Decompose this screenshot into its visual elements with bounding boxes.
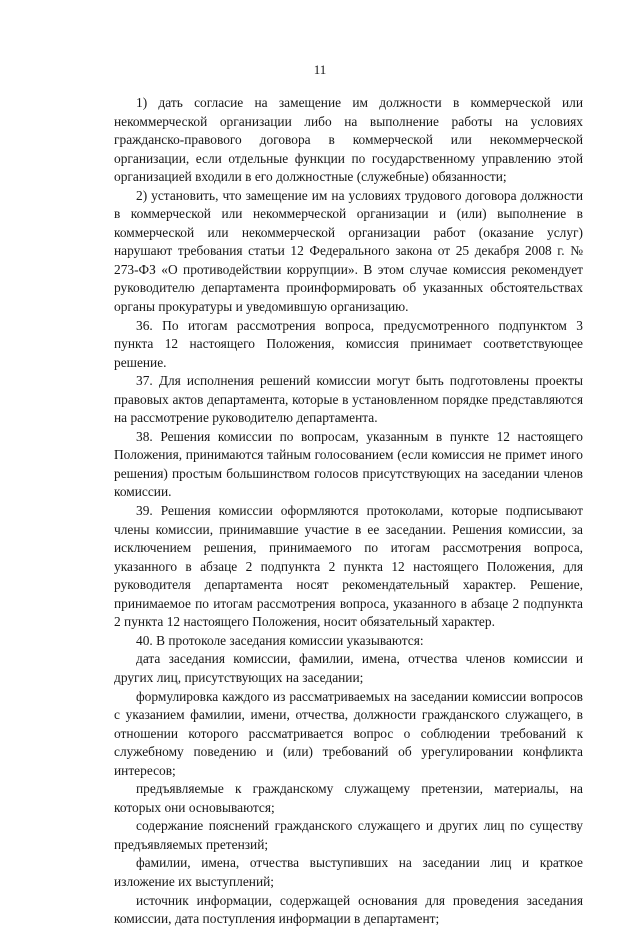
page-number: 11: [313, 62, 327, 77]
paragraph-40-claims: предъявляемые к гражданскому служащему претензии, материалы, на которых они основываются;: [114, 781, 583, 815]
paragraph-37: 37. Для исполнения решений комиссии могут быть подготовлены проекты правовых актов департамента, которые в установленном порядке представляются на рассмотрение руководителю департамента.: [114, 373, 583, 426]
paragraph-40: 40. В протоколе заседания комиссии указываются:: [136, 632, 424, 648]
paragraph-40-explanations: содержание пояснений гражданского служащего и других лиц по существу предъявляемых претензий;: [114, 818, 583, 852]
paragraph-40-source: источник информации, содержащей основания для проведения заседания комиссии, дата поступления информации в департамент;: [114, 892, 583, 927]
paragraph-39: 39. Решения комиссии оформляются протоколами, которые подписывают члены комиссии, принимавшие участие в ее заседании. Решения комиссии, за исключением решения, принимаемого по итогам рассмотрения вопроса, указанного в абзаце 2 подпункта 2 пункта 12 настоящего Положения, для руководителя департамента носят рекомендательный характер. Решение, принимаемое по итогам рассмотрения вопроса, указанного в абзаце 2 подпункта 2 пункта 12 настоящего Положения, носит обязательный характер.: [114, 503, 583, 630]
paragraph-38: 38. Решения комиссии по вопросам, указанным в пункте 12 настоящего Положения, принимаются тайным голосованием (если комиссия не примет иного решения) простым большинством голосов присутствующих на заседании членов комиссии.: [114, 428, 583, 500]
paragraph-40-speakers: фамилии, имена, отчества выступивших на заседании лиц и краткое изложение их выступлений;: [114, 855, 583, 889]
paragraph-item-1-consent: 1) дать согласие на замещение им должности в коммерческой или некоммерческой организации либо на выполнение работы на условиях гражданско-правового договора в коммерческой или некоммерческой организации, если отдельные функции по государственному управлению этой организацией входили в его должностные (служебные) обязанности;: [114, 95, 583, 185]
paragraph-40-wording: формулировка каждого из рассматриваемых на заседании комиссии вопросов с указанием фамилии, имени, отчества, должности гражданского служащего, в отношении которого рассматривается вопрос о соблюдении требований к служебному поведению и (или) требований об урегулировании конфликта интересов;: [114, 688, 583, 778]
paragraph-40-date: дата заседания комиссии, фамилии, имена, отчества членов комиссии и других лиц, присутствующих на заседании;: [114, 651, 583, 685]
body-text: [114, 94, 583, 929]
paragraph-item-2-violation: 2) установить, что замещение им на условиях трудового договора должности в коммерческой или некоммерческой организации и (или) выполнение в коммерческой или некоммерческой организации работ (оказание услуг) нарушают требования статьи 12 Федерального закона от 25 декабря 2008 г. № 273-ФЗ «О противодействии коррупции». В этом случае комиссия рекомендует руководителю департамента проинформировать об указанных обстоятельствах органы прокуратуры и уведомившую организацию.: [114, 187, 583, 315]
paragraph-36: 36. По итогам рассмотрения вопроса, предусмотренного подпунктом 3 пункта 12 настоящего Положения, комиссия принимает соответствующее решение.: [114, 317, 583, 370]
